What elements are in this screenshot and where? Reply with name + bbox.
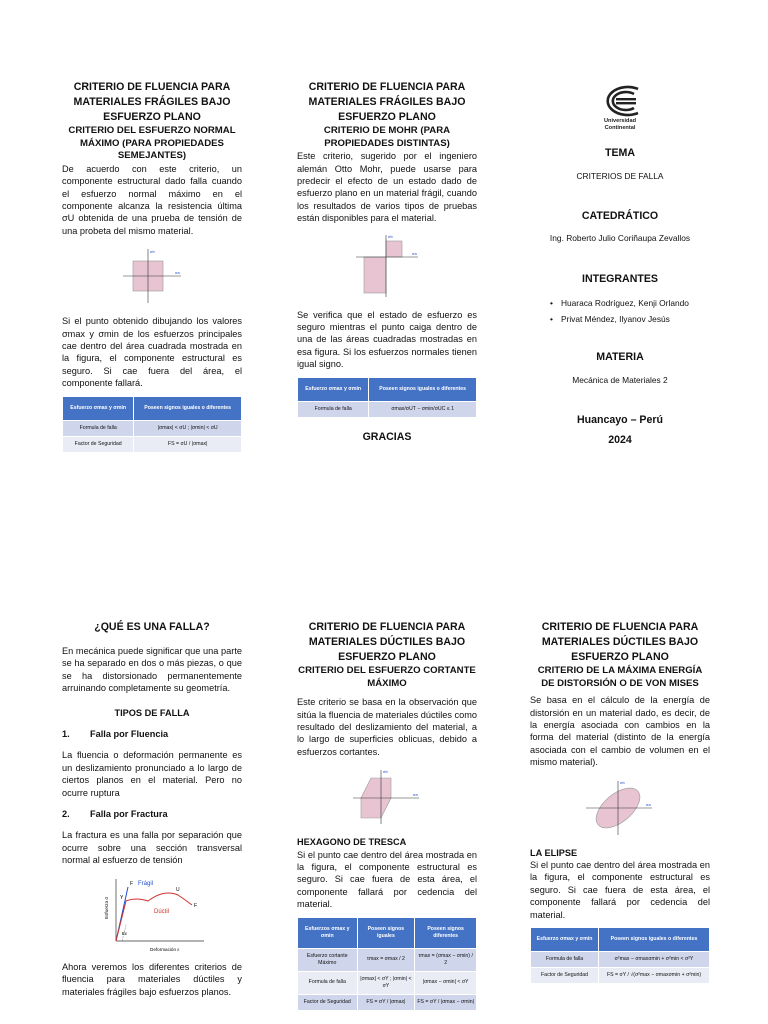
table-cell: FS = σY / √(σ²max − σmaxσmin + σ²min)	[599, 968, 710, 984]
table-cell: |σmax − σmin| < σY	[415, 971, 477, 994]
anio: 2024	[608, 434, 632, 447]
label-y-point: Y	[120, 894, 124, 901]
label-e-point: Eε	[122, 930, 128, 936]
tema-label: TEMA	[604, 147, 635, 160]
table-header: Poseen signos iguales o diferentes	[599, 928, 710, 952]
table-cell: τmax = (σmax − σmin) / 2	[415, 948, 477, 971]
table-cell: Formula de falla	[63, 420, 134, 436]
svg-text:σb: σb	[620, 779, 625, 785]
table-row	[298, 401, 477, 417]
table-row	[298, 994, 477, 1010]
square-diagram	[62, 245, 242, 307]
item-title: Falla por Fluencia	[90, 729, 169, 740]
table-header: Poseen signos iguales o diferentes	[369, 377, 477, 401]
materia-value: Mecánica de Materiales 2	[572, 374, 668, 385]
table-cell: FS = σY / |σmax − σmin|	[415, 994, 477, 1010]
paragraph: Este criterio se basa en la observación que sitúa la fluencia de materiales dúctiles como resultado del deslizamiento del material, a lo largo de superficies oblicuas, debido a esfuerzos cortantes.	[297, 697, 477, 757]
panel-title: CRITERIO DE FLUENCIA PARA MATERIALES DÚCTILES BAJO ESFUERZO PLANO	[308, 621, 466, 663]
logo-text: Universidad Continental	[603, 118, 637, 131]
panel-title: CRITERIO DE FLUENCIA PARA MATERIALES FRÁGILES BAJO ESFUERZO PLANO	[73, 81, 231, 123]
panel-ductiles-vonmises	[530, 620, 710, 984]
table-cell: FS = σU / |σmax|	[134, 436, 242, 452]
paragraph: En mecánica puede significar que una parte se ha separado en dos o más piezas, o que se ha distorsionado permanentemente arruinando completamente su geometría.	[62, 646, 242, 694]
table-header: Poseen signos iguales o diferentes	[134, 396, 242, 420]
lugar: Huancayo – Perú	[577, 414, 663, 427]
panel-ductiles-tresca	[297, 620, 477, 1011]
table-cell: Esfuerzo cortante Máximo	[298, 948, 358, 971]
item-number: 1.	[62, 729, 70, 740]
table-header: Esfuerzo σmax y σmin	[298, 377, 369, 401]
hexagon-diagram	[297, 766, 477, 828]
table-row	[298, 971, 477, 994]
table-cell: |σmax| < σU ; |σmin| < σU	[134, 420, 242, 436]
panel-falla	[62, 620, 242, 998]
table-header: Poseen signos iguales	[357, 917, 415, 948]
hex-title: HEXAGONO DE TRESCA	[297, 837, 407, 848]
table-header: Esfuerzo σmax y σmin	[531, 928, 599, 952]
table-row	[531, 968, 710, 984]
panel-subtitle: CRITERIO DEL ESFUERZO NORMAL MÁXIMO (PARA PROPIEDADES SEMEJANTES)	[68, 125, 236, 162]
university-logo	[530, 84, 710, 131]
table-row	[298, 948, 477, 971]
label-u-point: U	[176, 886, 180, 893]
table-cell: Formula de falla	[298, 971, 358, 994]
table-cell: |σmax| < σY ; |σmin| < σY	[357, 971, 415, 994]
paragraph: Se verifica que el estado de esfuerzo es seguro mientras el punto caiga dentro de una de las áreas cuadradas mostradas en esa figura. Si los esfuerzos normales tienen igual signo.	[297, 309, 477, 370]
label-f2-point: F	[194, 902, 198, 909]
panel-portada	[530, 80, 710, 447]
panel-title: ¿QUÉ ES UNA FALLA?	[94, 621, 210, 633]
item-title: Falla por Fractura	[90, 809, 168, 820]
list-item: • Privat Méndez, Ilyanov Jesús	[550, 311, 710, 327]
materia-label: MATERIA	[596, 351, 644, 364]
paragraph: De acuerdo con este criterio, un componente estructural dado falla cuando el esfuerzo normal máximo en el componente alcanza la resistencia última σU obtenida de una prueba de tensión de una probeta del mismo material.	[62, 163, 242, 236]
svg-text:σa: σa	[413, 792, 418, 798]
panel-title: CRITERIO DE FLUENCIA PARA MATERIALES FRÁGILES BAJO ESFUERZO PLANO	[308, 81, 466, 123]
paragraph: Si el punto obtenido dibujando los valores σmax y σmin de los esfuerzos principales cae dentro del área cuadrada mostrada en la figura, el componente estructural es seguro. Si cae fuera del área, el componente fallará.	[62, 316, 242, 389]
table-cell: Factor de Seguridad	[298, 994, 358, 1010]
axis-label-x: Deformación ε	[150, 946, 180, 952]
list-item: • Huaraca Rodríguez, Kenji Orlando	[550, 295, 710, 311]
logo-icon	[598, 84, 642, 118]
table-row	[63, 420, 242, 436]
label-fragil: Frágil	[138, 880, 154, 887]
tema-value: CRITERIOS DE FALLA	[576, 170, 664, 181]
axis-label-y: Esfuerzo σ	[104, 896, 109, 919]
panel-subtitle: CRITERIO DE MOHR (PARA PROPIEDADES DISTINTAS)	[323, 125, 451, 149]
table-row	[63, 436, 242, 452]
tipos-title: TIPOS DE FALLA	[114, 707, 190, 718]
svg-text:σa: σa	[646, 801, 651, 807]
table-header: Esfuerzos σmax y σmin	[298, 917, 358, 948]
table-cell: Factor de Seguridad	[531, 968, 599, 984]
catedratico-label: CATEDRÁTICO	[581, 210, 659, 222]
paragraph: Este criterio, sugerido por el ingeniero alemán Otto Mohr, puede usarse para predecir el efecto de un estado dado de esfuerzo plano en un material frágil, cuando los resultados de varios tipos de pruebas están disponibles para el material.	[297, 151, 477, 224]
stress-strain-graph	[62, 875, 242, 953]
item-heading	[62, 808, 242, 820]
table-cell: Factor de Seguridad	[63, 436, 134, 452]
svg-text:σa: σa	[412, 250, 417, 256]
table-cell: σ²max − σmaxσmin + σ²min < σ²Y	[599, 952, 710, 968]
svg-text:σa: σa	[175, 270, 180, 276]
paragraph: Si el punto cae dentro del área mostrada en la figura, el componente estructural es seguro. Si cae fuera de esta área, el componente fallará por cedencia del material.	[530, 860, 710, 920]
paragraph: Se basa en el cálculo de la energía de distorsión en un material dado, es decir, de la energía asociada con cambios en la forma del material (distinto de la energía asociada con el cambio de volumen en el mismo material).	[530, 695, 710, 768]
svg-text:σb: σb	[388, 233, 393, 239]
table-header: Poseen signos diferentes	[415, 917, 477, 948]
item-number: 2.	[62, 809, 70, 820]
paragraph: La fluencia o deformación permanente es un deslizamiento pronunciado a lo largo de ciertos planos en el material. Pero no ocurre ruptura	[62, 750, 242, 798]
table-cell: Formula de falla	[531, 952, 599, 968]
table-header: Esfuerzo σmax y σmin	[63, 396, 134, 420]
label-ductil: Dúctil	[154, 908, 170, 915]
table-row	[531, 952, 710, 968]
catedratico-value: Ing. Roberto Julio Coriñaupa Zevallos	[549, 233, 691, 244]
criteria-table	[297, 377, 477, 418]
ellipse-diagram	[530, 777, 710, 839]
criteria-table	[530, 927, 710, 984]
panel-subtitle: CRITERIO DEL ESFUERZO CORTANTE MÁXIMO	[298, 665, 476, 689]
svg-text:σb: σb	[383, 769, 388, 775]
table-cell: τmax = σmax / 2	[357, 948, 415, 971]
svg-text:σb: σb	[150, 249, 155, 255]
table-cell: Formula de falla	[298, 401, 369, 417]
integrantes-label: INTEGRANTES	[582, 272, 658, 285]
panel-title: CRITERIO DE FLUENCIA PARA MATERIALES DÚCTILES BAJO ESFUERZO PLANO	[541, 621, 699, 663]
paragraph: Ahora veremos los diferentes criterios de fluencia para materiales dúctiles y materiales frágiles bajo esfuerzos planos.	[62, 961, 242, 997]
item-heading	[62, 728, 242, 740]
criteria-table	[297, 917, 477, 1011]
panel-subtitle: CRITERIO DE LA MÁXIMA ENERGÍA DE DISTORSIÓN O DE VON MISES	[537, 665, 703, 689]
table-cell: FS = σY / |σmax|	[357, 994, 415, 1010]
integrantes-list	[530, 295, 710, 327]
panel-fragiles-mohr	[297, 80, 477, 445]
elipse-title: LA ELIPSE	[530, 847, 578, 858]
paragraph: La fractura es una falla por separación que ocurre sobre una sección transversal normal al esfuerzo de tensión	[62, 830, 242, 866]
label-f-point: F	[130, 880, 134, 887]
criteria-table	[62, 396, 242, 453]
panel-fragiles-normal	[62, 80, 242, 453]
paragraph: Si el punto cae dentro del área mostrada en la figura, el componente estructural es seguro. Si cae fuera de esta área, el componente fallará por cedencia del material.	[297, 849, 477, 910]
mohr-diagram	[297, 233, 477, 301]
closing-text: GRACIAS	[362, 430, 412, 443]
table-cell: σmax/σUT − σmin/σUC ≤ 1	[369, 401, 477, 417]
